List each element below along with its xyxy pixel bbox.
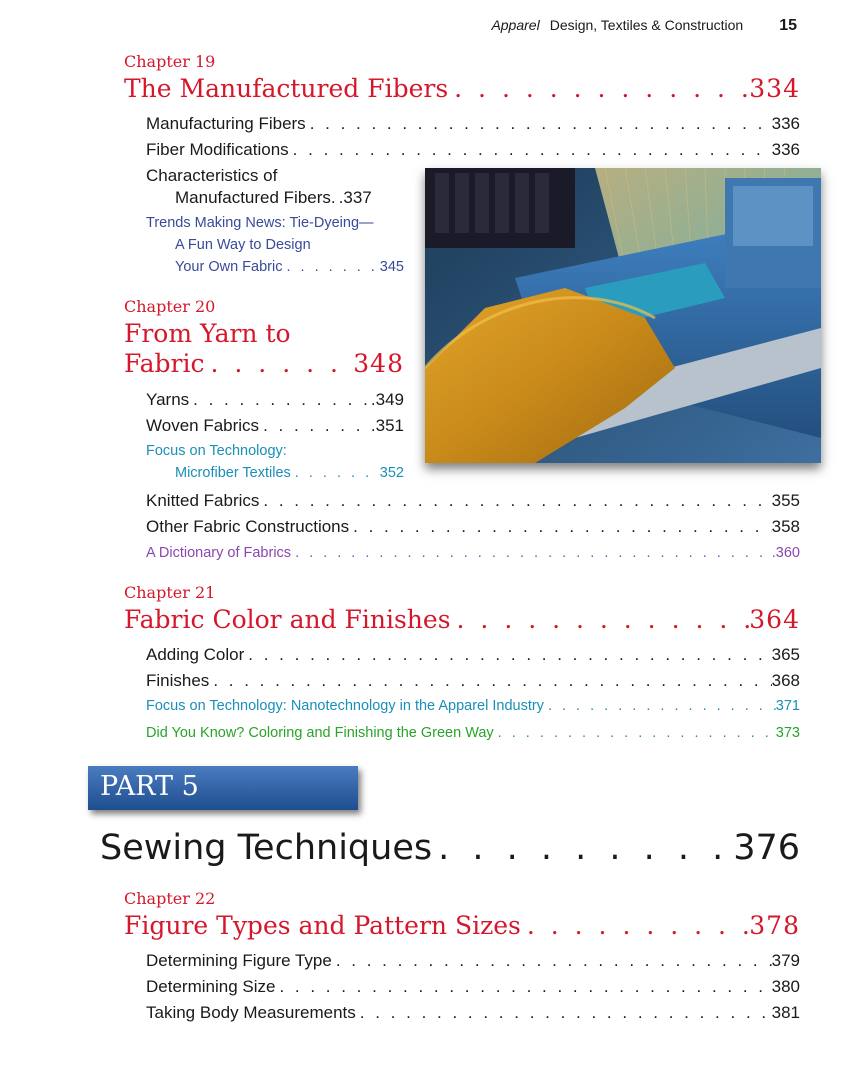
feature-page: 373 [775, 725, 800, 741]
toc-entry[interactable] [146, 390, 404, 410]
entry-text: Manufacturing Fibers [146, 114, 306, 133]
part-page: 376 [733, 828, 800, 868]
leader-dots: . [330, 188, 339, 207]
entry-page: 380 [771, 977, 800, 996]
trends-feature-line2 [175, 237, 404, 253]
entry-page: 381 [771, 1003, 800, 1022]
feature-page: 345 [379, 259, 404, 275]
focus-feature-line2 [175, 465, 404, 481]
entry-page: .349 [370, 390, 404, 409]
chapter-title-text: The Manufactured Fibers [124, 74, 449, 103]
feature-text: A Dictionary of Fabrics [146, 545, 292, 561]
chapter-20-title-line2[interactable] [124, 349, 404, 378]
chapter-title-text: From Yarn to [124, 319, 291, 348]
feature-page: 352 [379, 465, 404, 481]
feature-page: .360 [771, 545, 800, 561]
part-5-title[interactable] [100, 828, 800, 868]
running-header [491, 17, 797, 35]
chapter-22-title[interactable] [124, 911, 800, 940]
entry-text: Knitted Fabrics [146, 491, 260, 510]
photo-illustration [425, 168, 821, 463]
feature-page: 371 [775, 698, 800, 714]
leader-dots [432, 828, 733, 868]
entry-page: 365 [771, 645, 800, 664]
chapter-page: 348 [353, 349, 404, 378]
entry-text: Characteristics of [146, 166, 278, 185]
chapter-22-label: Chapter 22 [124, 889, 216, 908]
leader-dots [289, 140, 772, 160]
entry-page: .337 [338, 188, 372, 207]
entry-text: Determining Figure Type [146, 951, 332, 970]
entry-text: Determining Size [146, 977, 276, 996]
trends-feature[interactable] [146, 215, 404, 231]
chapter-20-title-line1[interactable] [124, 319, 404, 348]
page-number: 15 [779, 17, 797, 34]
entry-page: .351 [370, 416, 404, 435]
entry-text: Finishes [146, 671, 210, 690]
feature-text: Microfiber Textiles [175, 465, 291, 481]
part-label: PART 5 [100, 771, 199, 802]
leader-dots [544, 698, 776, 714]
leader-dots [356, 1003, 772, 1023]
trends-feature-line3 [175, 259, 404, 275]
leader-dots [332, 951, 772, 971]
entry-text: Taking Body Measurements [146, 1003, 356, 1022]
part-title-text: Sewing Techniques [100, 828, 433, 868]
leader-dots [306, 114, 772, 134]
focus-feature[interactable] [146, 443, 404, 459]
toc-entry[interactable] [146, 491, 800, 511]
feature-text: Focus on Technology: [146, 443, 287, 459]
part-5-banner [88, 766, 358, 810]
chapter-page: 364 [749, 605, 800, 634]
entry-page: 355 [771, 491, 800, 510]
entry-text: Manufactured Fibers [175, 188, 331, 207]
book-subtitle: Design, Textiles & Construction [549, 17, 744, 33]
book-title: Apparel [491, 17, 540, 33]
leader-dots [291, 545, 772, 561]
leader-dots [282, 259, 379, 275]
toc-entry-continued[interactable] [175, 188, 404, 208]
chapter-page: 334 [749, 74, 800, 103]
leader-dots [494, 725, 776, 741]
did-you-know-feature[interactable] [146, 725, 800, 741]
leader-dots [189, 390, 371, 410]
textile-machine-photo [425, 168, 821, 463]
leader-dots [451, 605, 750, 634]
entry-text: Yarns [146, 390, 190, 409]
leader-dots [291, 465, 380, 481]
chapter-21-label: Chapter 21 [124, 583, 216, 602]
entry-text: Fiber Modifications [146, 140, 289, 159]
entry-text: Other Fabric Constructions [146, 517, 350, 536]
toc-entry[interactable] [146, 140, 800, 160]
toc-entry[interactable] [146, 517, 800, 537]
toc-entry[interactable] [146, 1003, 800, 1023]
leader-dots [259, 416, 371, 436]
leader-dots [205, 349, 354, 378]
chapter-19-title[interactable] [124, 74, 800, 103]
leader-dots [521, 911, 749, 940]
feature-text: A Fun Way to Design [175, 237, 311, 253]
entry-page: 336 [771, 114, 800, 133]
entry-page: 368 [771, 671, 800, 690]
feature-text: Trends Making News: Tie-Dyeing— [146, 215, 374, 231]
entry-page: 379 [771, 951, 800, 970]
leader-dots [259, 491, 771, 511]
chapter-title-text: Figure Types and Pattern Sizes [124, 911, 521, 940]
chapter-21-title[interactable] [124, 605, 800, 634]
chapter-title-text: Fabric [124, 349, 205, 378]
entry-text: Woven Fabrics [146, 416, 260, 435]
dictionary-feature[interactable] [146, 545, 800, 561]
toc-entry[interactable] [146, 166, 404, 186]
chapter-19-label: Chapter 19 [124, 52, 216, 71]
toc-entry[interactable] [146, 114, 800, 134]
leader-dots [244, 645, 771, 665]
leader-dots [349, 517, 771, 537]
chapter-20-label: Chapter 20 [124, 297, 216, 316]
feature-text: Your Own Fabric [175, 259, 283, 275]
toc-entry[interactable] [146, 951, 800, 971]
feature-text: Focus on Technology: Nanotechnology in the Apparel Industry [146, 698, 544, 714]
chapter-page: 378 [749, 911, 800, 940]
entry-page: 336 [771, 140, 800, 159]
entry-text: Adding Color [146, 645, 245, 664]
leader-dots [275, 977, 771, 997]
feature-text: Did You Know? Coloring and Finishing the Green Way [146, 725, 494, 741]
leader-dots [448, 74, 749, 103]
toc-entry[interactable] [146, 671, 800, 691]
toc-entry[interactable] [146, 977, 800, 997]
chapter-title-text: Fabric Color and Finishes [124, 605, 451, 634]
entry-page: 358 [771, 517, 800, 536]
leader-dots [209, 671, 771, 691]
toc-entry[interactable] [146, 416, 404, 436]
toc-entry[interactable] [146, 645, 800, 665]
focus-feature[interactable] [146, 698, 800, 714]
